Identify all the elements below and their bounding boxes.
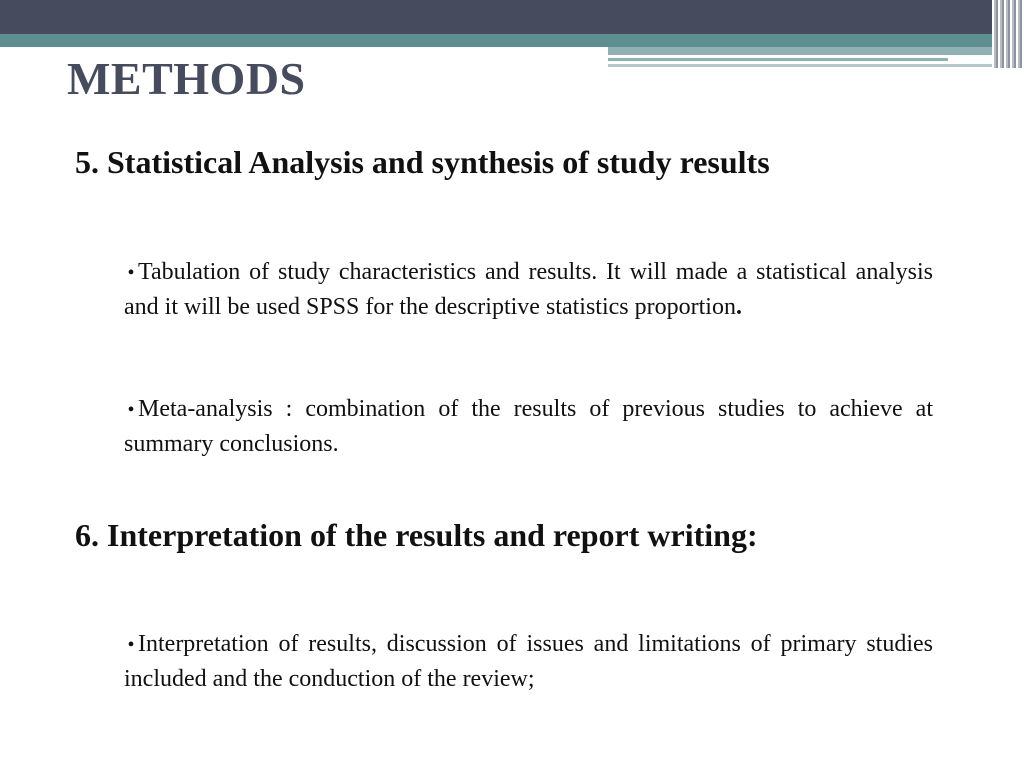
slide-title: METHODS <box>67 53 306 104</box>
bullet-marker: • <box>127 399 135 421</box>
bullet-interpretation <box>124 627 933 696</box>
bullet-tabulation <box>124 255 933 324</box>
bullet-meta-analysis <box>124 392 933 461</box>
section-6-heading: 6. Interpretation of the results and report writing: <box>75 517 758 553</box>
section-5-heading: 5. Statistical Analysis and synthesis of study results <box>75 144 770 180</box>
header-band-dark <box>0 0 1024 34</box>
bullet-text: Tabulation of study characteristics and results. It will made a statistical analysis and it will be used SPSS for the descriptive statistics proportion <box>124 259 933 320</box>
bullet-emphasis: . <box>735 294 742 320</box>
header-stripes <box>992 0 1024 68</box>
bullet-text: Meta-analysis : combination of the results of previous studies to achieve at summary conclusions. <box>124 396 933 457</box>
bullet-marker: • <box>127 634 135 656</box>
header-band-teal <box>0 34 1024 47</box>
header-band-light <box>608 47 1024 55</box>
bullet-text: Interpretation of results, discussion of issues and limitations of primary studies included and the conduction of the review; <box>124 631 933 692</box>
bullet-marker: • <box>127 262 135 284</box>
header-accent-line <box>608 58 948 61</box>
header-accent-line <box>608 64 998 67</box>
